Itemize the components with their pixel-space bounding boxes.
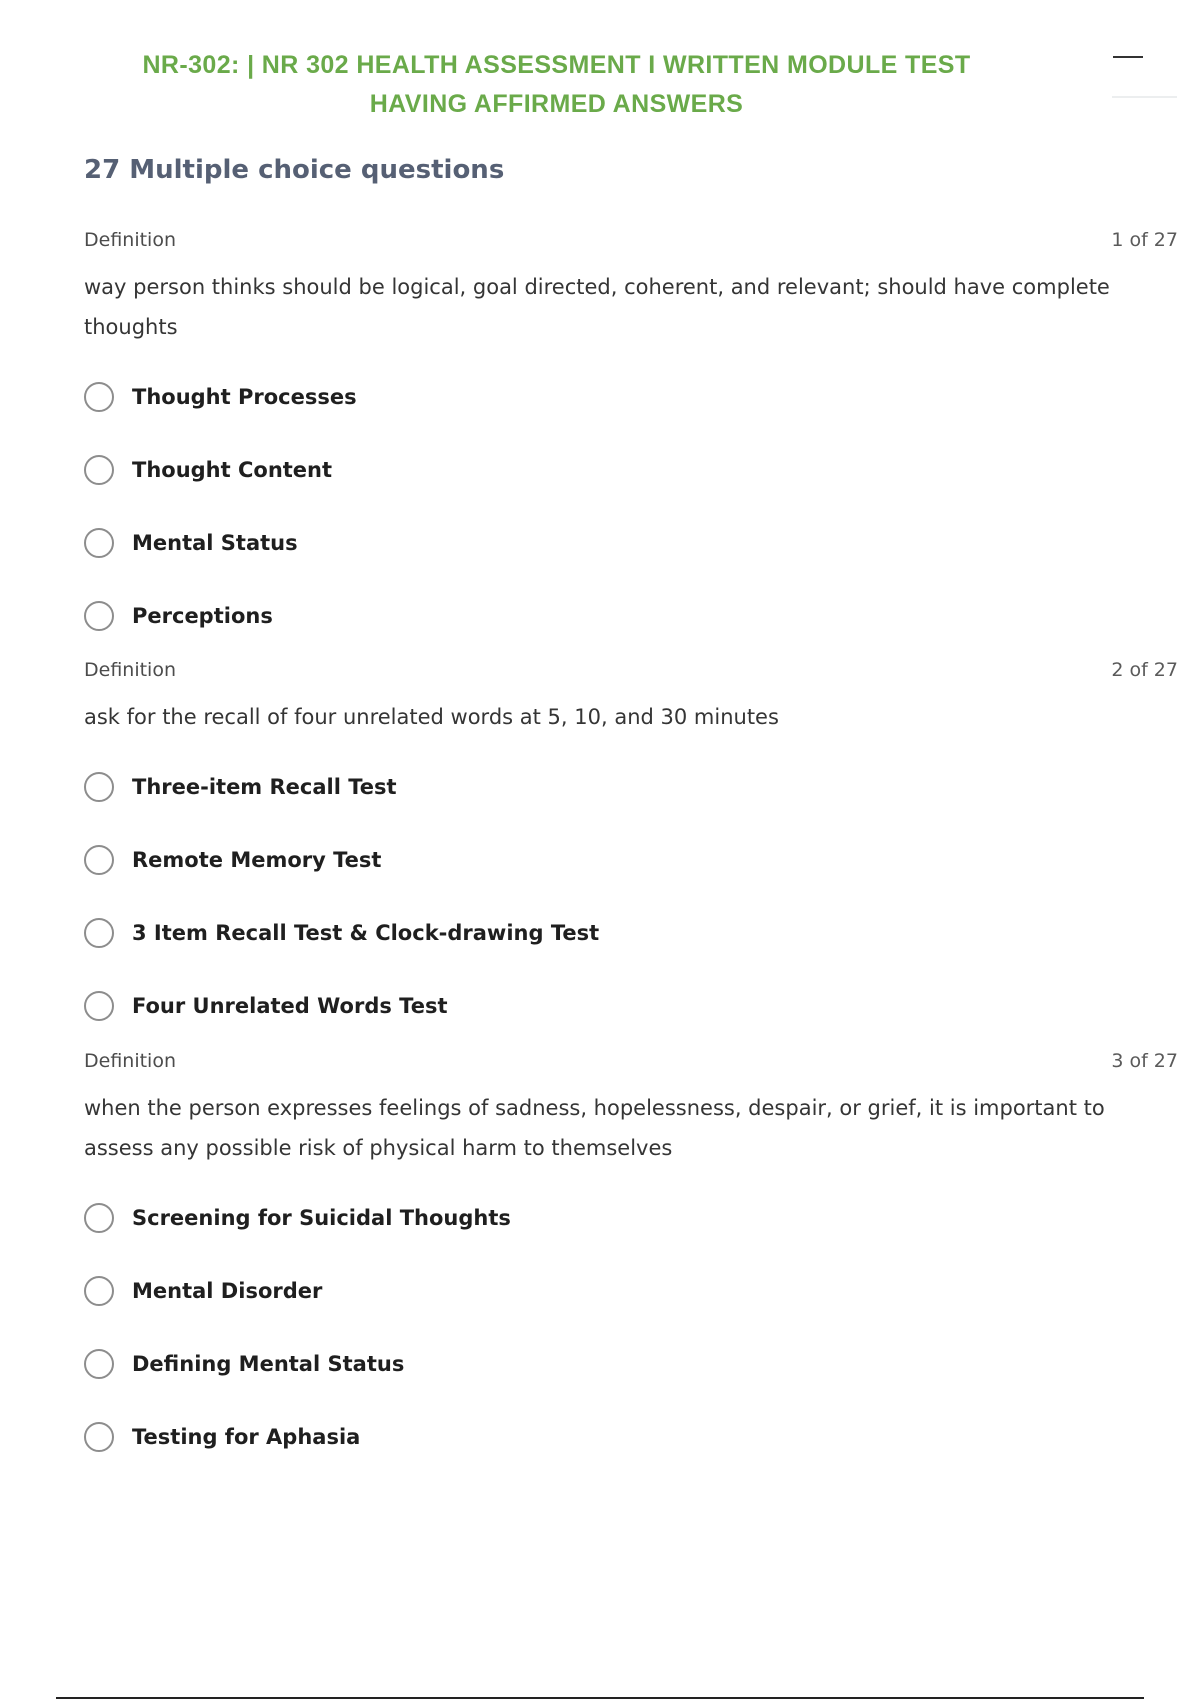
answer-option-2[interactable]	[84, 433, 1178, 506]
answer-option-label: Mental Status	[132, 530, 298, 555]
answer-option-3[interactable]	[84, 1327, 1178, 1400]
answer-option-3[interactable]	[84, 896, 1178, 969]
question-number: 1 of 27	[1111, 229, 1178, 251]
answer-option-label: 3 Item Recall Test & Clock-drawing Test	[132, 920, 600, 945]
radio-circle-icon[interactable]	[84, 991, 114, 1021]
radio-circle-icon[interactable]	[84, 1203, 114, 1233]
answer-options	[84, 360, 1178, 652]
answer-option-4[interactable]	[84, 1400, 1178, 1473]
radio-circle-icon[interactable]	[84, 918, 114, 948]
answer-option-label: Thought Processes	[132, 384, 357, 409]
answer-option-2[interactable]	[84, 1254, 1178, 1327]
question-prompt: way person thinks should be logical, goal directed, coherent, and relevant; should have complete thoughts	[84, 275, 1110, 339]
answer-option-label: Thought Content	[132, 457, 333, 482]
question-number: 3 of 27	[1111, 1050, 1178, 1072]
radio-circle-icon[interactable]	[84, 1349, 114, 1379]
question-count-heading: 27 Multiple choice questions	[84, 155, 505, 185]
question-header	[84, 1048, 1178, 1074]
answer-options	[84, 1181, 1178, 1473]
document-title	[84, 46, 1029, 124]
radio-circle-icon[interactable]	[84, 1422, 114, 1452]
question-prompt: when the person expresses feelings of sadness, hopelessness, despair, or grief, it is important to assess any possible risk of physical harm to themselves	[84, 1096, 1105, 1160]
radio-circle-icon[interactable]	[84, 1276, 114, 1306]
question-card-1	[84, 227, 1178, 652]
answer-option-4[interactable]	[84, 579, 1178, 652]
radio-circle-icon[interactable]	[84, 772, 114, 802]
document-title-line-1: NR-302: | NR 302 HEALTH ASSESSMENT I WRITTEN MODULE TEST	[142, 51, 971, 79]
answer-option-1[interactable]	[84, 360, 1178, 433]
question-type-label: Definition	[84, 229, 177, 251]
footer-rule	[56, 1697, 1144, 1699]
answer-option-label: Four Unrelated Words Test	[132, 993, 448, 1018]
answer-option-4[interactable]	[84, 969, 1178, 1042]
answer-options	[84, 750, 1178, 1042]
question-type-label: Definition	[84, 659, 177, 681]
answer-option-label: Perceptions	[132, 603, 273, 628]
answer-option-label: Defining Mental Status	[132, 1351, 405, 1376]
minimize-dash-icon[interactable]	[1113, 56, 1143, 58]
document-title-line-2: HAVING AFFIRMED ANSWERS	[369, 90, 744, 118]
radio-circle-icon[interactable]	[84, 601, 114, 631]
radio-circle-icon[interactable]	[84, 845, 114, 875]
radio-circle-icon[interactable]	[84, 455, 114, 485]
answer-option-label: Three-item Recall Test	[132, 774, 397, 799]
question-header	[84, 227, 1178, 253]
radio-circle-icon[interactable]	[84, 382, 114, 412]
question-card-3	[84, 1048, 1178, 1473]
answer-option-label: Screening for Suicidal Thoughts	[132, 1205, 511, 1230]
question-number: 2 of 27	[1111, 659, 1178, 681]
question-prompt: ask for the recall of four unrelated words at 5, 10, and 30 minutes	[84, 705, 779, 729]
answer-option-label: Testing for Aphasia	[132, 1424, 361, 1449]
answer-option-2[interactable]	[84, 823, 1178, 896]
answer-option-1[interactable]	[84, 1181, 1178, 1254]
question-header	[84, 657, 1178, 683]
radio-circle-icon[interactable]	[84, 528, 114, 558]
answer-option-1[interactable]	[84, 750, 1178, 823]
question-card-2	[84, 657, 1178, 1042]
answer-option-label: Remote Memory Test	[132, 847, 382, 872]
question-type-label: Definition	[84, 1050, 177, 1072]
divider	[1112, 96, 1177, 98]
answer-option-label: Mental Disorder	[132, 1278, 323, 1303]
answer-option-3[interactable]	[84, 506, 1178, 579]
